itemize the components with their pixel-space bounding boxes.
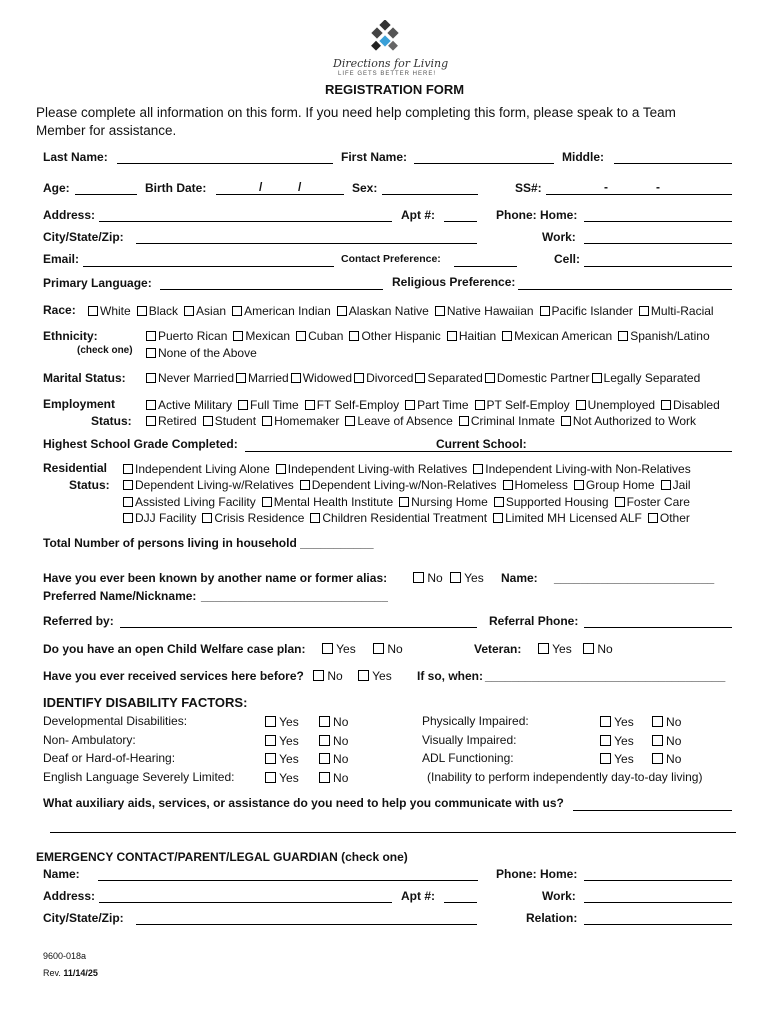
alias-question: Have you ever been known by another name or former alias: (43, 571, 388, 585)
checkbox[interactable] (574, 480, 584, 490)
disability-adl-note: (Inability to perform independently day-to-day living) (427, 770, 703, 784)
logo (330, 20, 449, 78)
disability-english: English Language Severely Limited: (43, 770, 235, 784)
email-field[interactable] (83, 266, 334, 267)
residential-options-row-2 (123, 479, 697, 491)
auxiliary-field-line-2[interactable] (50, 832, 736, 833)
checkbox[interactable] (399, 497, 409, 507)
disability-developmental: Developmental Disabilities: (43, 714, 188, 728)
checkbox[interactable] (310, 513, 320, 523)
email-label: Email: (43, 252, 80, 266)
employment-option[interactable]: Part Time (405, 399, 468, 411)
disability-physical: Physically Impaired: (422, 714, 529, 728)
logo-tagline: LIFE GETS BETTER HERE! (338, 71, 437, 77)
no-checkbox[interactable] (319, 716, 330, 727)
employment-status-label: Status: (91, 414, 132, 428)
checkbox[interactable] (493, 513, 503, 523)
no-checkbox[interactable] (652, 753, 663, 764)
no-checkbox[interactable] (652, 735, 663, 746)
ssn-sep-2: - (656, 180, 660, 194)
race-option[interactable]: Black (137, 305, 178, 317)
alias-name-label: Name: (501, 571, 538, 585)
yes-label: Yes (614, 734, 634, 748)
residential-option[interactable]: Jail (661, 479, 691, 491)
revision-date: 11/14/25 (63, 968, 98, 978)
logo-icon (365, 20, 405, 56)
preferred-name-field[interactable]: ____________________________ (201, 589, 388, 603)
disability-deaf: Deaf or Hard-of-Hearing: (43, 751, 176, 765)
contact-pref-label: Contact Preference: (341, 253, 441, 265)
veteran-no-checkbox[interactable] (583, 643, 594, 654)
emergency-city-label: City/State/Zip: (43, 911, 124, 925)
checkbox[interactable] (485, 373, 495, 383)
employment-option[interactable]: Student (203, 415, 256, 427)
ethnicity-option[interactable]: Mexican (233, 330, 290, 342)
first-name-label: First Name: (341, 150, 408, 164)
veteran-yes-label: Yes (552, 642, 572, 656)
marital-option[interactable]: Separated (415, 372, 482, 384)
alias-no-checkbox[interactable] (413, 572, 424, 583)
disability-choice-row (265, 772, 348, 784)
residential-option[interactable]: Foster Care (615, 496, 690, 508)
checkbox[interactable] (337, 306, 347, 316)
sex-field[interactable] (382, 194, 478, 195)
alias-choices (413, 572, 484, 584)
marital-option[interactable]: Divorced (354, 372, 413, 384)
grade-label: Highest School Grade Completed: (43, 437, 238, 451)
checkbox[interactable] (238, 400, 248, 410)
disability-choice-row (265, 735, 348, 747)
emergency-work-label: Work: (542, 889, 576, 903)
residential-option[interactable]: Independent Living Alone (123, 463, 270, 475)
checkbox[interactable] (661, 400, 671, 410)
marital-option[interactable]: Never Married (146, 372, 234, 384)
birth-date-field[interactable] (216, 194, 344, 195)
alias-name-field[interactable]: ________________________ (554, 571, 715, 585)
first-name-field[interactable] (414, 163, 554, 164)
child-welfare-yes-checkbox[interactable] (322, 643, 333, 654)
disability-choice-row (600, 735, 681, 747)
residential-option[interactable]: Children Residential Treatment (310, 512, 487, 524)
checkbox[interactable] (561, 416, 571, 426)
no-label: No (333, 715, 349, 729)
primary-language-field[interactable] (160, 289, 383, 290)
child-welfare-question: Do you have an open Child Welfare case plan: (43, 642, 306, 656)
yes-checkbox[interactable] (600, 716, 611, 727)
checkbox[interactable] (233, 331, 243, 341)
child-welfare-yes-label: Yes (336, 642, 356, 656)
religious-pref-label: Religious Preference: (392, 275, 516, 289)
birth-date-sep-2: / (298, 180, 302, 194)
disability-non-ambulatory: Non- Ambulatory: (43, 733, 136, 747)
employment-option[interactable]: Criminal Inmate (459, 415, 555, 427)
auxiliary-field[interactable] (573, 810, 732, 811)
emergency-phone-home-field[interactable] (584, 880, 732, 881)
ssn-field[interactable] (546, 194, 732, 195)
residential-option[interactable]: Supported Housing (494, 496, 609, 508)
no-label: No (333, 752, 349, 766)
checkbox[interactable] (447, 331, 457, 341)
phone-home-field[interactable] (584, 221, 732, 222)
emergency-address-label: Address: (43, 889, 96, 903)
race-option[interactable]: Pacific Islander (540, 305, 633, 317)
employment-option[interactable]: Leave of Absence (345, 415, 452, 427)
alias-yes-checkbox[interactable] (450, 572, 461, 583)
revision-label: Rev. (43, 968, 61, 978)
residential-option[interactable]: Independent Living-with Relatives (276, 463, 467, 475)
disability-adl: ADL Functioning: (422, 751, 514, 765)
residential-option[interactable]: Crisis Residence (202, 512, 304, 524)
checkbox[interactable] (349, 331, 359, 341)
race-option[interactable]: Asian (184, 305, 226, 317)
residential-option[interactable]: Nursing Home (399, 496, 488, 508)
checkbox[interactable] (291, 373, 301, 383)
checkbox[interactable] (146, 373, 156, 383)
age-label: Age: (43, 181, 70, 195)
birth-date-sep-1: / (259, 180, 263, 194)
employment-label: Employment (43, 397, 116, 411)
middle-label: Middle: (562, 150, 604, 164)
checkbox[interactable] (300, 480, 310, 490)
disability-choice-row (600, 753, 681, 765)
disability-choice-row (600, 716, 681, 728)
child-welfare-no-label: No (387, 642, 403, 656)
no-label: No (333, 771, 349, 785)
checkbox[interactable] (405, 400, 415, 410)
last-name-label: Last Name: (43, 150, 108, 164)
residential-option[interactable]: DJJ Facility (123, 512, 196, 524)
apt-field[interactable] (444, 221, 477, 222)
birth-date-label: Birth Date: (145, 181, 207, 195)
employment-option[interactable]: Full Time (238, 399, 299, 411)
emergency-phone-home-label: Phone: Home: (496, 867, 578, 881)
checkbox[interactable] (459, 416, 469, 426)
checkbox[interactable] (435, 306, 445, 316)
marital-option[interactable]: Widowed (291, 372, 352, 384)
logo-name: Directions for Living (333, 57, 449, 70)
yes-label: Yes (279, 752, 299, 766)
age-field[interactable] (75, 194, 137, 195)
yes-checkbox[interactable] (265, 772, 276, 783)
checkbox[interactable] (592, 373, 602, 383)
veteran-no-label: No (597, 642, 613, 656)
race-option[interactable]: Alaskan Native (337, 305, 429, 317)
checkbox[interactable] (123, 480, 133, 490)
no-label: No (666, 752, 682, 766)
checkbox[interactable] (146, 348, 156, 358)
residential-option[interactable]: Dependent Living-w/Non-Relatives (300, 479, 497, 491)
checkbox[interactable] (576, 400, 586, 410)
marital-options (146, 372, 700, 384)
checkbox[interactable] (202, 513, 212, 523)
referred-by-label: Referred by: (43, 614, 114, 628)
race-option[interactable]: White (88, 305, 131, 317)
current-school-label: Current School: (436, 437, 527, 451)
emergency-relation-field[interactable] (584, 924, 732, 925)
checkbox[interactable] (262, 497, 272, 507)
no-label: No (333, 734, 349, 748)
disability-visual: Visually Impaired: (422, 733, 517, 747)
residential-option[interactable]: Assisted Living Facility (123, 496, 256, 508)
residential-option[interactable]: Other (648, 512, 690, 524)
veteran-label: Veteran: (474, 642, 522, 656)
race-option[interactable]: Multi-Racial (639, 305, 714, 317)
marital-option[interactable]: Legally Separated (592, 372, 701, 384)
apt-label: Apt #: (401, 208, 435, 222)
employment-option[interactable]: Not Authorized to Work (561, 415, 696, 427)
checkbox[interactable] (473, 464, 483, 474)
employment-option[interactable]: Disabled (661, 399, 720, 411)
checkbox[interactable] (137, 306, 147, 316)
checkbox[interactable] (502, 331, 512, 341)
yes-label: Yes (614, 715, 634, 729)
city-field[interactable] (136, 243, 477, 244)
checkbox[interactable] (203, 416, 213, 426)
referred-by-field[interactable] (120, 627, 477, 628)
last-name-field[interactable] (117, 163, 333, 164)
residential-option[interactable]: Homeless (503, 479, 568, 491)
emergency-work-field[interactable] (584, 902, 732, 903)
ethnicity-option[interactable]: None of the Above (146, 347, 257, 359)
emergency-city-field[interactable] (136, 924, 477, 925)
checkbox[interactable] (276, 464, 286, 474)
employment-options-row-1 (146, 399, 726, 411)
form-number: 9600-018a (43, 951, 87, 961)
employment-options-row-2 (146, 415, 702, 427)
ethnicity-options-row-1 (146, 330, 716, 342)
residential-options-row-1 (123, 463, 697, 475)
employment-option[interactable]: FT Self-Employ (305, 399, 399, 411)
ethnicity-sublabel: (check one) (77, 345, 133, 356)
residential-options-row-3 (123, 496, 696, 508)
race-options (88, 305, 720, 317)
ethnicity-option[interactable]: Mexican American (502, 330, 612, 342)
residential-option[interactable]: Group Home (574, 479, 655, 491)
city-label: City/State/Zip: (43, 230, 124, 244)
yes-checkbox[interactable] (265, 753, 276, 764)
phone-home-label: Phone: Home: (496, 208, 578, 222)
services-no-label: No (327, 669, 343, 683)
yes-checkbox[interactable] (600, 753, 611, 764)
checkbox[interactable] (296, 331, 306, 341)
referral-phone-label: Referral Phone: (489, 614, 579, 628)
primary-language-label: Primary Language: (43, 276, 152, 290)
yes-label: Yes (279, 771, 299, 785)
ethnicity-label: Ethnicity: (43, 329, 98, 343)
veteran-choices (538, 643, 613, 655)
contact-pref-field[interactable] (454, 266, 517, 267)
ethnicity-option[interactable]: Haitian (447, 330, 496, 342)
religious-pref-field[interactable] (518, 289, 732, 290)
no-checkbox[interactable] (652, 716, 663, 727)
services-yes-label: Yes (372, 669, 392, 683)
intro-line-2: Member for assistance. (36, 123, 177, 138)
no-checkbox[interactable] (319, 735, 330, 746)
form-title: REGISTRATION FORM (325, 82, 465, 97)
residential-label: Residential (43, 461, 108, 475)
address-label: Address: (43, 208, 96, 222)
ethnicity-option[interactable]: Puerto Rican (146, 330, 227, 342)
yes-label: Yes (279, 734, 299, 748)
no-checkbox[interactable] (319, 753, 330, 764)
race-label: Race: (43, 303, 76, 317)
no-label: No (666, 734, 682, 748)
checkbox[interactable] (123, 464, 133, 474)
checkbox[interactable] (146, 400, 156, 410)
no-label: No (666, 715, 682, 729)
residential-option[interactable]: Limited MH Licensed ALF (493, 512, 642, 524)
emergency-relation-label: Relation: (526, 911, 578, 925)
checkbox[interactable] (345, 416, 355, 426)
ethnicity-options-row-2 (146, 347, 263, 359)
checkbox[interactable] (661, 480, 671, 490)
work-label: Work: (542, 230, 576, 244)
checkbox[interactable] (123, 497, 133, 507)
disability-choice-row (265, 716, 348, 728)
cell-field[interactable] (584, 266, 732, 267)
address-field[interactable] (99, 221, 392, 222)
checkbox[interactable] (146, 416, 156, 426)
residential-option[interactable]: Dependent Living-w/Relatives (123, 479, 294, 491)
ssn-sep-1: - (604, 180, 608, 194)
sex-label: Sex: (352, 181, 378, 195)
ssn-label: SS#: (515, 181, 542, 195)
services-when-field[interactable]: ____________________________________ (485, 669, 726, 683)
veteran-yes-checkbox[interactable] (538, 643, 549, 654)
household-label: Total Number of persons living in household ___________ (43, 536, 374, 550)
alias-no-label: No (427, 571, 443, 585)
services-yes-checkbox[interactable] (358, 670, 369, 681)
marital-option[interactable]: Married (236, 372, 289, 384)
auxiliary-question: What auxiliary aids, services, or assistance do you need to help you communicate with us? (43, 796, 564, 810)
checkbox[interactable] (618, 331, 628, 341)
checkbox[interactable] (146, 331, 156, 341)
ethnicity-option[interactable]: Cuban (296, 330, 343, 342)
middle-field[interactable] (614, 163, 732, 164)
checkbox[interactable] (540, 306, 550, 316)
emergency-apt-label: Apt #: (401, 889, 435, 903)
checkbox[interactable] (648, 513, 658, 523)
checkbox[interactable] (503, 480, 513, 490)
checkbox[interactable] (184, 306, 194, 316)
child-welfare-choices (322, 643, 403, 655)
yes-checkbox[interactable] (265, 716, 276, 727)
services-choices (313, 670, 392, 682)
checkbox[interactable] (236, 373, 246, 383)
yes-checkbox[interactable] (600, 735, 611, 746)
yes-checkbox[interactable] (265, 735, 276, 746)
services-question: Have you ever received services here before? (43, 669, 304, 683)
revision (43, 969, 98, 978)
checkbox[interactable] (475, 400, 485, 410)
emergency-heading: EMERGENCY CONTACT/PARENT/LEGAL GUARDIAN (check one) (36, 850, 408, 864)
disability-choice-row (265, 753, 348, 765)
checkbox[interactable] (262, 416, 272, 426)
no-checkbox[interactable] (319, 772, 330, 783)
marital-option[interactable]: Domestic Partner (485, 372, 590, 384)
emergency-address-field[interactable] (99, 902, 392, 903)
checkbox[interactable] (354, 373, 364, 383)
preferred-name-label: Preferred Name/Nickname: (43, 589, 197, 603)
checkbox[interactable] (88, 306, 98, 316)
residential-option[interactable]: Mental Health Institute (262, 496, 393, 508)
work-phone-field[interactable] (584, 243, 732, 244)
checkbox[interactable] (232, 306, 242, 316)
checkbox[interactable] (305, 400, 315, 410)
child-welfare-no-checkbox[interactable] (373, 643, 384, 654)
intro-line-1: Please complete all information on this form. If you need help completing this form, please speak to a Team (36, 105, 676, 120)
employment-option[interactable]: Unemployed (576, 399, 655, 411)
services-when-label: If so, when: (417, 669, 483, 683)
emergency-name-field[interactable] (98, 880, 478, 881)
emergency-apt-field[interactable] (444, 902, 477, 903)
residential-options-row-4 (123, 512, 696, 524)
employment-option[interactable]: Active Military (146, 399, 232, 411)
employment-option[interactable]: PT Self-Employ (475, 399, 570, 411)
employment-option[interactable]: Homemaker (262, 415, 339, 427)
marital-label: Marital Status: (43, 371, 126, 385)
grade-field[interactable] (245, 451, 732, 452)
ethnicity-option[interactable]: Spanish/Latino (618, 330, 709, 342)
cell-label: Cell: (554, 252, 581, 266)
checkbox[interactable] (615, 497, 625, 507)
yes-label: Yes (614, 752, 634, 766)
race-option[interactable]: Native Hawaiian (435, 305, 534, 317)
residential-option[interactable]: Independent Living-with Non-Relatives (473, 463, 690, 475)
disability-heading: IDENTIFY DISABILITY FACTORS: (43, 695, 248, 710)
race-option[interactable]: American Indian (232, 305, 331, 317)
services-no-checkbox[interactable] (313, 670, 324, 681)
employment-option[interactable]: Retired (146, 415, 197, 427)
checkbox[interactable] (494, 497, 504, 507)
ethnicity-option[interactable]: Other Hispanic (349, 330, 440, 342)
alias-yes-label: Yes (464, 571, 484, 585)
emergency-name-label: Name: (43, 867, 80, 881)
residential-status-label: Status: (69, 478, 110, 492)
checkbox[interactable] (639, 306, 649, 316)
yes-label: Yes (279, 715, 299, 729)
checkbox[interactable] (123, 513, 133, 523)
checkbox[interactable] (415, 373, 425, 383)
referral-phone-field[interactable] (584, 627, 732, 628)
